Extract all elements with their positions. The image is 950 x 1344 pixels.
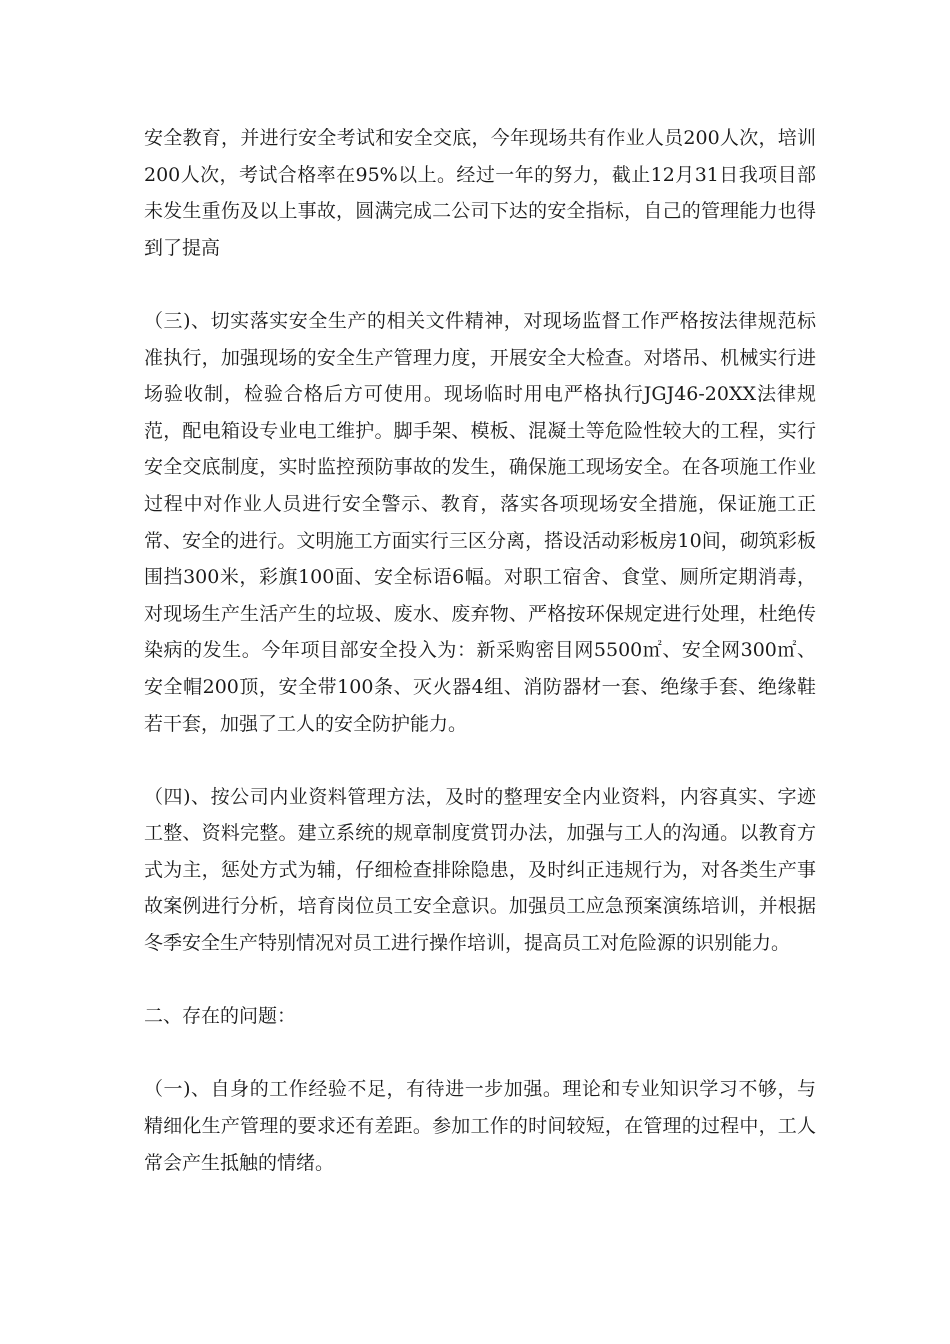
paragraph-spacer xyxy=(144,742,816,779)
paragraph-safety-education: 安全教育，并进行安全考试和安全交底，今年现场共有作业人员200人次，培训200人次，考试合格率在95%以上。经过一年的努力，截止12月31日我项目部未发生重伤及以上事故，圆满完成二公司下达的安全指标，自己的管理能力也得到了提高 xyxy=(144,127,816,259)
paragraph-spacer xyxy=(144,962,816,999)
paragraph-section-three: （三)、切实落实安全生产的相关文件精神，对现场监督工作严格按法律规范标准执行，加强现场的安全生产管理力度，开展安全大检查。对塔吊、机械实行进场验收制，检验合格后方可使用。现场临时用电严格执行JGJ46-20XX法律规范，配电箱设专业电工维护。脚手架、模板、混凝土等危险性较大的工程，实行安全交底制度，实时监控预防事故的发生，确保施工现场安全。在各项施工作业过程中对作业人员进行安全警示、教育，落实各项现场安全措施，保证施工正常、安全的进行。文明施工方面实行三区分离，搭设活动彩板房10间，砌筑彩板围挡300米，彩旗100面、安全标语6幅。对职工宿舍、食堂、厕所定期消毒，对现场生产生活产生的垃圾、废水、废弃物、严格按环保规定进行处理，杜绝传染病的发生。今年项目部安全投入为：新采购密目网5500㎡、安全网300㎡、安全帽200顶，安全带100条、灭火器4组、消防器材一套、绝缘手套、绝缘鞋若干套，加强了工人的安全防护能力。 xyxy=(144,309,816,735)
paragraph-spacer xyxy=(144,1035,816,1072)
document-body xyxy=(144,120,816,1181)
paragraph-spacer xyxy=(144,266,816,303)
section-heading-problems: 二、存在的问题： xyxy=(144,1005,297,1028)
paragraph-section-four: （四)、按公司内业资料管理方法，及时的整理安全内业资料，内容真实、字迹工整、资料完整。建立系统的规章制度赏罚办法，加强与工人的沟通。以教育方式为主，惩处方式为辅，仔细检查排除隐患，及时纠正违规行为，对各类生产事故案例进行分析，培育岗位员工安全意识。加强员工应急预案演练培训，并根据冬季安全生产特别情况对员工进行操作培训，提高员工对危险源的识别能力。 xyxy=(144,785,816,955)
paragraph-problem-one: （一)、自身的工作经验不足，有待进一步加强。理论和专业知识学习不够，与精细化生产管理的要求还有差距。参加工作的时间较短，在管理的过程中，工人常会产生抵触的情绪。 xyxy=(144,1078,816,1174)
